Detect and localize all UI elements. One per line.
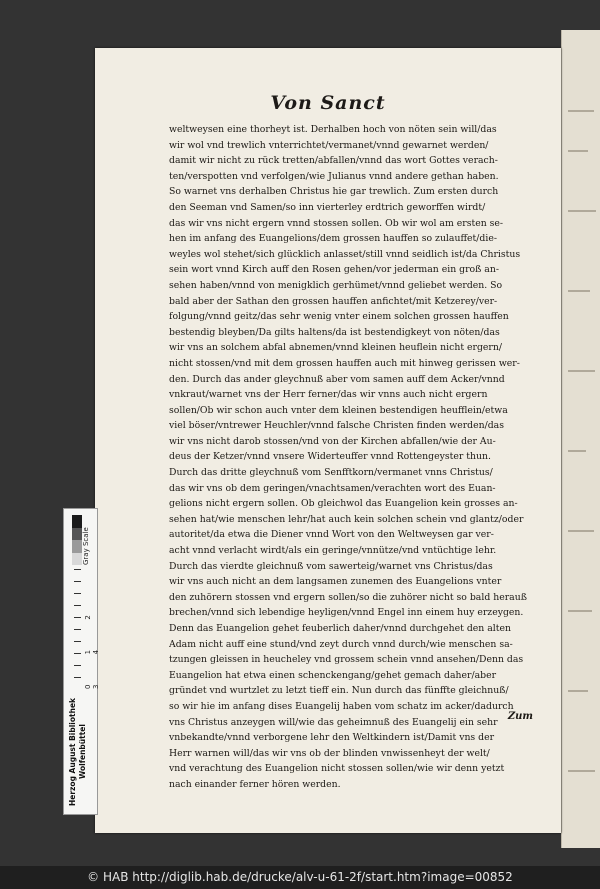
library-name-line1: Herzog August Bibliothek (68, 697, 77, 806)
gray-swatch (72, 553, 82, 566)
text-line: bald aber der Sathan den grossen hauffen anfichtet/mit Ketzerey/ver- (169, 295, 498, 307)
gray-swatch (72, 528, 82, 541)
text-line: folgung/vnnd geitz/das sehr wenig vnter einem solchen grossen hauffen (169, 311, 509, 323)
text-line: den Seeman vnd Samen/so inn vierterley erdtrich geworffen wirdt/ (169, 201, 486, 213)
text-line: so wir hie im anfang dises Euangelij haben vom schatz im acker/dadurch (169, 700, 514, 712)
text-line: das wir vns ob dem geringen/vnachtsamen/verachten wort des Euan- (169, 482, 496, 494)
text-line: wir wol vnd trewlich vnterrichtet/vermanet/vnnd gewarnet werden/ (169, 139, 489, 151)
footer-credit[interactable]: © HAB http://diglib.hab.de/drucke/alv-u-61-2f/start.htm?image=00852 (0, 866, 600, 889)
text-line: sollen/Ob wir schon auch vnter dem kleinen bestendigen heufflein/etwa (169, 404, 508, 416)
text-line: bestendig bleyben/Da gilts haltens/da ist bestendigkeyt von nöten/das (169, 326, 500, 338)
gray-swatch (72, 540, 82, 553)
text-line: So warnet vns derhalben Christus hie gar trewlich. Zum ersten durch (169, 186, 499, 198)
text-line: Herr warnen will/das wir vns ob der blinden vnwissenheyt der welt/ (169, 747, 490, 759)
text-line: deus der Ketzer/vnnd vnsere Widerteuffer vnnd Rottengeyster thun. (169, 451, 491, 463)
text-line: autoritet/da etwa die Diener vnnd Wort von den Weltweysen gar ver- (169, 529, 494, 541)
text-line: das wir vns nicht ergern vnnd stossen sollen. Ob wir wol am ersten se- (169, 217, 504, 229)
text-line: weyles wol stehet/sich glücklich anlasset/still vnnd seidlich ist/da Christus (169, 248, 521, 260)
text-line: Adam nicht auff eine stund/vnd zeyt durch vnnd durch/wie menschen sa- (169, 638, 513, 650)
text-line: gelions nicht ergern sollen. Ob gleichwol das Euangelion kein grosses an- (169, 498, 518, 510)
text-line: ten/verspotten vnd verfolgen/wie Julianus vnnd andere gethan haben. (169, 170, 499, 182)
text-line: vnbekandte/vnnd verborgene lehr den Weltkindern ist/Damit vns der (169, 732, 495, 744)
text-line: sein wort vnnd Kirch auff den Rosen gehen/vor jederman ein groß an- (169, 264, 499, 276)
text-line: den zuhörern stossen vnd ergern sollen/so die zuhörer nicht so bald herauß (169, 591, 527, 603)
text-line: hen im anfang des Euangelions/dem grossen hauffen so zulauffet/die- (169, 233, 497, 245)
library-name (68, 694, 94, 809)
body-text (169, 122, 545, 793)
text-line: Euangelion hat etwa einen schenckengang/gehet gemach daher/aber (169, 669, 497, 681)
text-line: brechen/vnnd sich lebendige heyligen/vnnd Engel inn einem huy erzeygen. (169, 607, 524, 619)
text-line: nach einander ferner hören werden. (169, 778, 341, 790)
ruler-ticks (74, 569, 81, 689)
text-line: Durch das vierdte gleichnuß vom sawerteig/warnet vns Christus/das (169, 560, 493, 572)
text-line: Durch das dritte gleychnuß vom Senfftkorn/vermanet vnns Christus/ (169, 467, 493, 479)
text-line: sehen haben/vnnd von menigklich gerhümet/vnnd geliebet werden. So (169, 279, 503, 291)
facing-page-edge (561, 30, 600, 848)
text-line: nicht stossen/vnd mit dem grossen hauffen auch mit hinweg gerissen wer- (169, 357, 520, 369)
gray-scale-label: Gray Scale (82, 527, 90, 565)
text-line: sehen hat/wie menschen lehr/hat auch kein solchen schein vnd glantz/oder (169, 513, 524, 525)
text-line: acht vnnd verlacht wirdt/als ein geringe/vnnütze/vnd vntüchtige lehr. (169, 545, 497, 557)
catchword: Zum (507, 711, 533, 722)
text-line: wir vns nicht darob stossen/vnd von der Kirchen abfallen/wie der Au- (169, 435, 496, 447)
ruler-numbers: 0 1 2 3 4 (84, 601, 100, 689)
library-name-line2: Wolfenbüttel (78, 724, 87, 779)
text-line: tzungen gleissen in heucheley vnd grossem schein vnnd ansehen/Denn das (169, 654, 524, 666)
text-line: den. Durch das ander gleychnuß aber vom samen auff dem Acker/vnnd (169, 373, 505, 385)
text-line: Denn das Euangelion gehet feuberlich daher/vnnd durchgehet den alten (169, 623, 511, 634)
color-chart-ruler (63, 508, 98, 815)
text-line: wir vns auch nicht an dem langsamen zunemen des Euangelions vnter (169, 576, 502, 588)
gray-swatch (72, 515, 82, 528)
page-heading: Von Sanct (270, 92, 386, 114)
text-line: vnd verachtung des Euangelion nicht stossen sollen/wie wir denn yetzt (169, 763, 505, 775)
book-page (95, 48, 561, 833)
text-line: vns Christus anzeygen will/wie das geheimnuß des Euangelij ein sehr (169, 716, 498, 728)
text-line: viel böser/vntrewer Heuchler/vnnd falsche Christen finden werden/das (169, 420, 504, 432)
text-line: damit wir nicht zu rück tretten/abfallen/vnnd das wort Gottes verach- (169, 155, 498, 167)
text-line: weltweysen eine thorheyt ist. Derhalben hoch von nöten sein will/das (169, 124, 497, 135)
text-line: gründet vnd wurtzlet zu letzt tieff ein. Nun durch das fünffte gleichnuß/ (169, 685, 509, 697)
gray-scale-swatches (72, 515, 82, 565)
text-line: vnkraut/warnet vns der Herr ferner/das wir vnns auch nicht ergern (169, 389, 488, 401)
text-line: wir vns an solchem abfal abnemen/vnnd kleinen heuflein nicht ergern/ (169, 342, 502, 354)
